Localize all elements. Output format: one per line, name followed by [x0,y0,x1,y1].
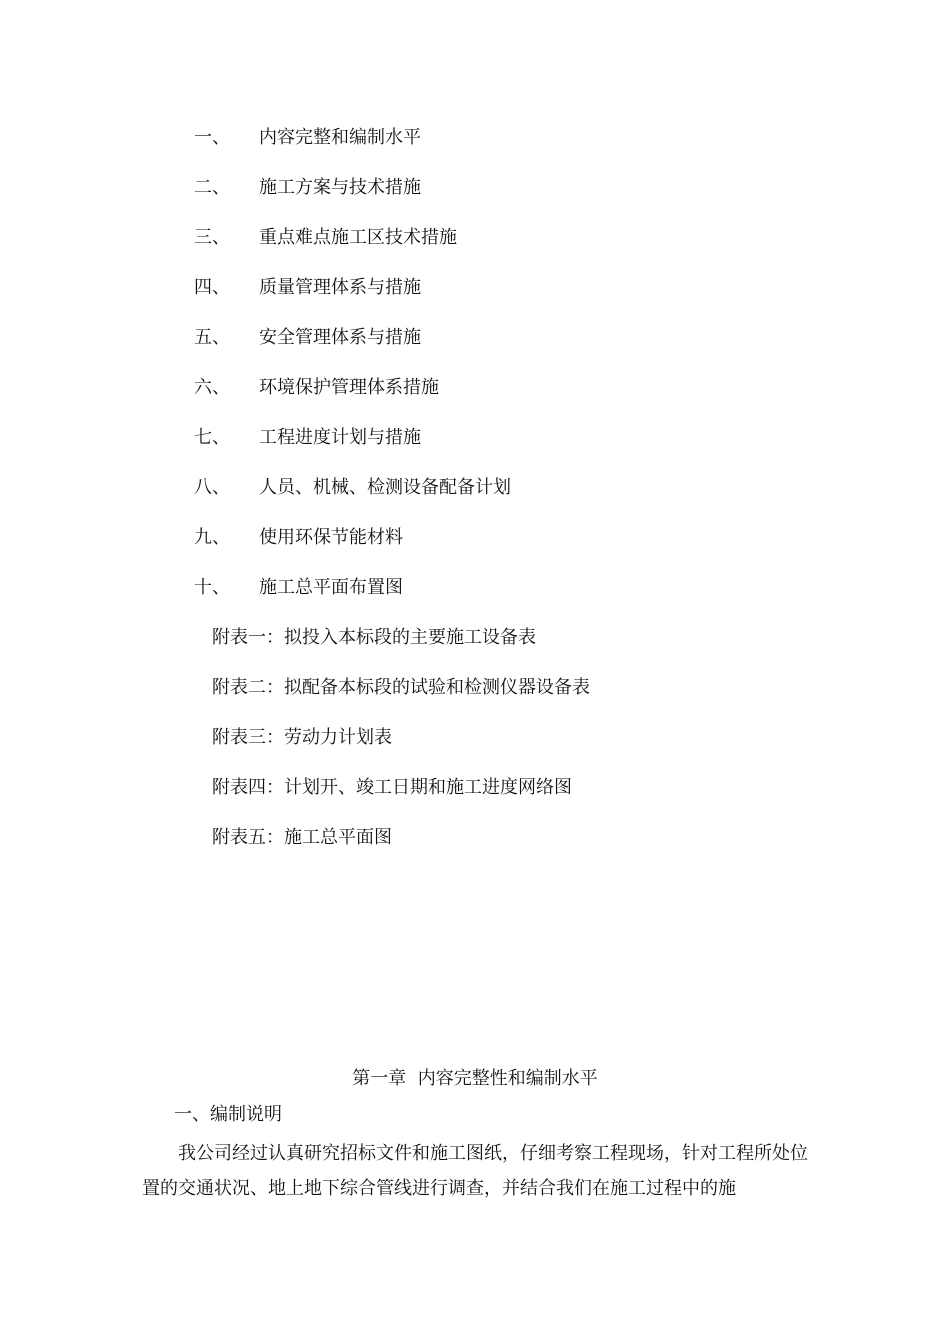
toc-appendix-item [0,818,950,868]
body-paragraph: 我公司经过认真研究招标文件和施工图纸，仔细考察工程现场，针对工程所处位置的交通状况、地上地下综合管线进行调查，并结合我们在施工过程中的施 [142,1143,808,1199]
toc-item-number: 八、 [194,477,230,498]
toc-item-number: 五、 [194,327,230,348]
toc-item-title: 工程进度计划与措施 [259,427,421,448]
toc-item [0,368,950,418]
toc-item-title: 施工总平面布置图 [259,577,403,598]
toc-item-title: 人员、机械、检测设备配备计划 [259,477,511,498]
toc-appendix-title: 附表五：施工总平面图 [212,827,392,848]
chapter-title-text: 第一章 内容完整性和编制水平 [352,1068,598,1089]
toc-item-number: 十、 [194,577,230,598]
toc-item-title: 重点难点施工区技术措施 [259,227,457,248]
toc-item-number: 七、 [194,427,230,448]
toc-item [0,168,950,218]
toc-item-number: 二、 [194,177,230,198]
toc-item [0,518,950,568]
toc-item [0,268,950,318]
section-heading: 一、编制说明 [174,1104,282,1125]
toc-appendix-item [0,718,950,768]
toc-appendix-title: 附表三：劳动力计划表 [212,727,392,748]
toc-item [0,218,950,268]
toc-appendix-item [0,668,950,718]
toc-appendix-title: 附表一：拟投入本标段的主要施工设备表 [212,627,536,648]
toc-item-number: 一、 [194,127,230,148]
toc-item-number: 四、 [194,277,230,298]
toc-item [0,468,950,518]
toc-appendix-item [0,618,950,668]
toc-item-number: 六、 [194,377,230,398]
toc-item-title: 环境保护管理体系措施 [259,377,439,398]
table-of-contents [0,118,950,868]
chapter-title [0,1063,950,1095]
toc-item-number: 三、 [194,227,230,248]
toc-item-title: 使用环保节能材料 [259,527,403,548]
toc-item [0,118,950,168]
toc-appendix-title: 附表四：计划开、竣工日期和施工进度网络图 [212,777,572,798]
toc-item [0,418,950,468]
toc-item [0,318,950,368]
toc-appendix-title: 附表二：拟配备本标段的试验和检测仪器设备表 [212,677,590,698]
toc-item-title: 质量管理体系与措施 [259,277,421,298]
toc-item-title: 安全管理体系与措施 [259,327,421,348]
toc-appendix-item [0,768,950,818]
toc-item [0,568,950,618]
toc-item-title: 施工方案与技术措施 [259,177,421,198]
toc-item-title: 内容完整和编制水平 [259,127,421,148]
toc-item-number: 九、 [194,527,230,548]
